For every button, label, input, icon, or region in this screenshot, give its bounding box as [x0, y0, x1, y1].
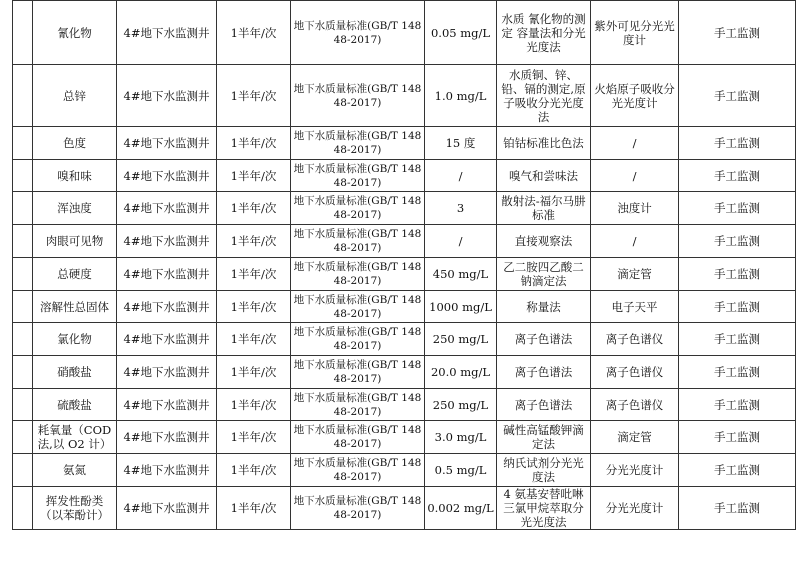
- location-cell: 4#地下水监测井: [117, 1, 217, 65]
- instrument-cell: 分光光度计: [591, 487, 679, 530]
- row-margin-cell: [13, 1, 33, 65]
- limit-cell: 3.0 mg/L: [425, 421, 497, 454]
- standard-cell: 地下水质量标准(GB/T 14848-2017): [291, 356, 425, 389]
- method-cell: 水质铜、锌、铅、镉的测定,原子吸收分光光度法: [497, 65, 591, 127]
- row-margin-cell: [13, 356, 33, 389]
- location-cell: 4#地下水监测井: [117, 291, 217, 323]
- instrument-cell: /: [591, 225, 679, 258]
- table-row: [13, 356, 796, 389]
- mode-cell: 手工监测: [679, 487, 796, 530]
- mode-cell: 手工监测: [679, 454, 796, 487]
- limit-cell: /: [425, 225, 497, 258]
- standard-cell: 地下水质量标准(GB/T 14848-2017): [291, 421, 425, 454]
- frequency-cell: 1半年/次: [217, 487, 291, 530]
- table-row: [13, 65, 796, 127]
- limit-cell: 1.0 mg/L: [425, 65, 497, 127]
- row-margin-cell: [13, 192, 33, 225]
- monitoring-table-container: [12, 0, 796, 530]
- method-cell: 铂钴标准比色法: [497, 127, 591, 160]
- instrument-cell: 滴定管: [591, 421, 679, 454]
- standard-cell: 地下水质量标准(GB/T 14848-2017): [291, 65, 425, 127]
- location-cell: 4#地下水监测井: [117, 65, 217, 127]
- item-cell: 浑浊度: [33, 192, 117, 225]
- table-row: [13, 421, 796, 454]
- frequency-cell: 1半年/次: [217, 454, 291, 487]
- standard-cell: 地下水质量标准(GB/T 14848-2017): [291, 454, 425, 487]
- mode-cell: 手工监测: [679, 421, 796, 454]
- mode-cell: 手工监测: [679, 356, 796, 389]
- mode-cell: 手工监测: [679, 160, 796, 192]
- item-cell: 氯化物: [33, 323, 117, 356]
- limit-cell: 1000 mg/L: [425, 291, 497, 323]
- table-row: [13, 127, 796, 160]
- mode-cell: 手工监测: [679, 389, 796, 421]
- item-cell: 氰化物: [33, 1, 117, 65]
- standard-cell: 地下水质量标准(GB/T 14848-2017): [291, 160, 425, 192]
- standard-cell: 地下水质量标准(GB/T 14848-2017): [291, 291, 425, 323]
- frequency-cell: 1半年/次: [217, 225, 291, 258]
- limit-cell: 3: [425, 192, 497, 225]
- limit-cell: 0.002 mg/L: [425, 487, 497, 530]
- frequency-cell: 1半年/次: [217, 192, 291, 225]
- table-row: [13, 225, 796, 258]
- item-cell: 氨氮: [33, 454, 117, 487]
- row-margin-cell: [13, 487, 33, 530]
- location-cell: 4#地下水监测井: [117, 454, 217, 487]
- frequency-cell: 1半年/次: [217, 258, 291, 291]
- standard-cell: 地下水质量标准(GB/T 14848-2017): [291, 258, 425, 291]
- frequency-cell: 1半年/次: [217, 291, 291, 323]
- row-margin-cell: [13, 160, 33, 192]
- item-cell: 肉眼可见物: [33, 225, 117, 258]
- instrument-cell: 火焰原子吸收分光光度计: [591, 65, 679, 127]
- instrument-cell: 滴定管: [591, 258, 679, 291]
- location-cell: 4#地下水监测井: [117, 389, 217, 421]
- mode-cell: 手工监测: [679, 258, 796, 291]
- location-cell: 4#地下水监测井: [117, 127, 217, 160]
- method-cell: 散射法-福尔马肼标准: [497, 192, 591, 225]
- location-cell: 4#地下水监测井: [117, 356, 217, 389]
- mode-cell: 手工监测: [679, 225, 796, 258]
- item-cell: 溶解性总固体: [33, 291, 117, 323]
- frequency-cell: 1半年/次: [217, 389, 291, 421]
- frequency-cell: 1半年/次: [217, 421, 291, 454]
- item-cell: 总硬度: [33, 258, 117, 291]
- table-row: [13, 389, 796, 421]
- method-cell: 纳氏试剂分光光度法: [497, 454, 591, 487]
- method-cell: 嗅气和尝味法: [497, 160, 591, 192]
- item-cell: 色度: [33, 127, 117, 160]
- row-margin-cell: [13, 65, 33, 127]
- mode-cell: 手工监测: [679, 127, 796, 160]
- method-cell: 离子色谱法: [497, 389, 591, 421]
- frequency-cell: 1半年/次: [217, 127, 291, 160]
- instrument-cell: 分光光度计: [591, 454, 679, 487]
- location-cell: 4#地下水监测井: [117, 421, 217, 454]
- method-cell: 乙二胺四乙酸二钠滴定法: [497, 258, 591, 291]
- item-cell: 硝酸盐: [33, 356, 117, 389]
- row-margin-cell: [13, 225, 33, 258]
- standard-cell: 地下水质量标准(GB/T 14848-2017): [291, 225, 425, 258]
- location-cell: 4#地下水监测井: [117, 258, 217, 291]
- instrument-cell: 离子色谱仪: [591, 323, 679, 356]
- table-row: [13, 323, 796, 356]
- method-cell: 离子色谱法: [497, 356, 591, 389]
- row-margin-cell: [13, 389, 33, 421]
- method-cell: 称量法: [497, 291, 591, 323]
- method-cell: 直接观察法: [497, 225, 591, 258]
- table-row: [13, 160, 796, 192]
- location-cell: 4#地下水监测井: [117, 225, 217, 258]
- mode-cell: 手工监测: [679, 65, 796, 127]
- item-cell: 耗氧量（COD 法,以 O2 计）: [33, 421, 117, 454]
- table-row: [13, 487, 796, 530]
- standard-cell: 地下水质量标准(GB/T 14848-2017): [291, 487, 425, 530]
- standard-cell: 地下水质量标准(GB/T 14848-2017): [291, 127, 425, 160]
- frequency-cell: 1半年/次: [217, 1, 291, 65]
- instrument-cell: 离子色谱仪: [591, 356, 679, 389]
- limit-cell: 0.05 mg/L: [425, 1, 497, 65]
- row-margin-cell: [13, 454, 33, 487]
- row-margin-cell: [13, 127, 33, 160]
- table-row: [13, 192, 796, 225]
- instrument-cell: /: [591, 160, 679, 192]
- method-cell: 4 氨基安替吡啉三氯甲烷萃取分光光度法: [497, 487, 591, 530]
- row-margin-cell: [13, 421, 33, 454]
- location-cell: 4#地下水监测井: [117, 487, 217, 530]
- table-body: [13, 1, 796, 530]
- instrument-cell: 电子天平: [591, 291, 679, 323]
- item-cell: 嗅和味: [33, 160, 117, 192]
- row-margin-cell: [13, 291, 33, 323]
- limit-cell: 20.0 mg/L: [425, 356, 497, 389]
- table-row: [13, 258, 796, 291]
- limit-cell: 0.5 mg/L: [425, 454, 497, 487]
- instrument-cell: 浊度计: [591, 192, 679, 225]
- method-cell: 离子色谱法: [497, 323, 591, 356]
- table-row: [13, 291, 796, 323]
- instrument-cell: 离子色谱仪: [591, 389, 679, 421]
- item-cell: 挥发性酚类（以苯酚计）: [33, 487, 117, 530]
- monitoring-table: [12, 0, 796, 530]
- limit-cell: 450 mg/L: [425, 258, 497, 291]
- frequency-cell: 1半年/次: [217, 323, 291, 356]
- location-cell: 4#地下水监测井: [117, 323, 217, 356]
- frequency-cell: 1半年/次: [217, 356, 291, 389]
- item-cell: 硫酸盐: [33, 389, 117, 421]
- limit-cell: 250 mg/L: [425, 389, 497, 421]
- mode-cell: 手工监测: [679, 323, 796, 356]
- method-cell: 碱性高锰酸钾滴定法: [497, 421, 591, 454]
- table-row: [13, 1, 796, 65]
- row-margin-cell: [13, 258, 33, 291]
- standard-cell: 地下水质量标准(GB/T 14848-2017): [291, 389, 425, 421]
- standard-cell: 地下水质量标准(GB/T 14848-2017): [291, 323, 425, 356]
- row-margin-cell: [13, 323, 33, 356]
- mode-cell: 手工监测: [679, 291, 796, 323]
- method-cell: 水质 氰化物的测定 容量法和分光光度法: [497, 1, 591, 65]
- instrument-cell: 紫外可见分光光度计: [591, 1, 679, 65]
- standard-cell: 地下水质量标准(GB/T 14848-2017): [291, 1, 425, 65]
- limit-cell: 250 mg/L: [425, 323, 497, 356]
- limit-cell: 15 度: [425, 127, 497, 160]
- frequency-cell: 1半年/次: [217, 160, 291, 192]
- mode-cell: 手工监测: [679, 1, 796, 65]
- frequency-cell: 1半年/次: [217, 65, 291, 127]
- table-row: [13, 454, 796, 487]
- limit-cell: /: [425, 160, 497, 192]
- instrument-cell: /: [591, 127, 679, 160]
- location-cell: 4#地下水监测井: [117, 192, 217, 225]
- standard-cell: 地下水质量标准(GB/T 14848-2017): [291, 192, 425, 225]
- location-cell: 4#地下水监测井: [117, 160, 217, 192]
- item-cell: 总锌: [33, 65, 117, 127]
- mode-cell: 手工监测: [679, 192, 796, 225]
